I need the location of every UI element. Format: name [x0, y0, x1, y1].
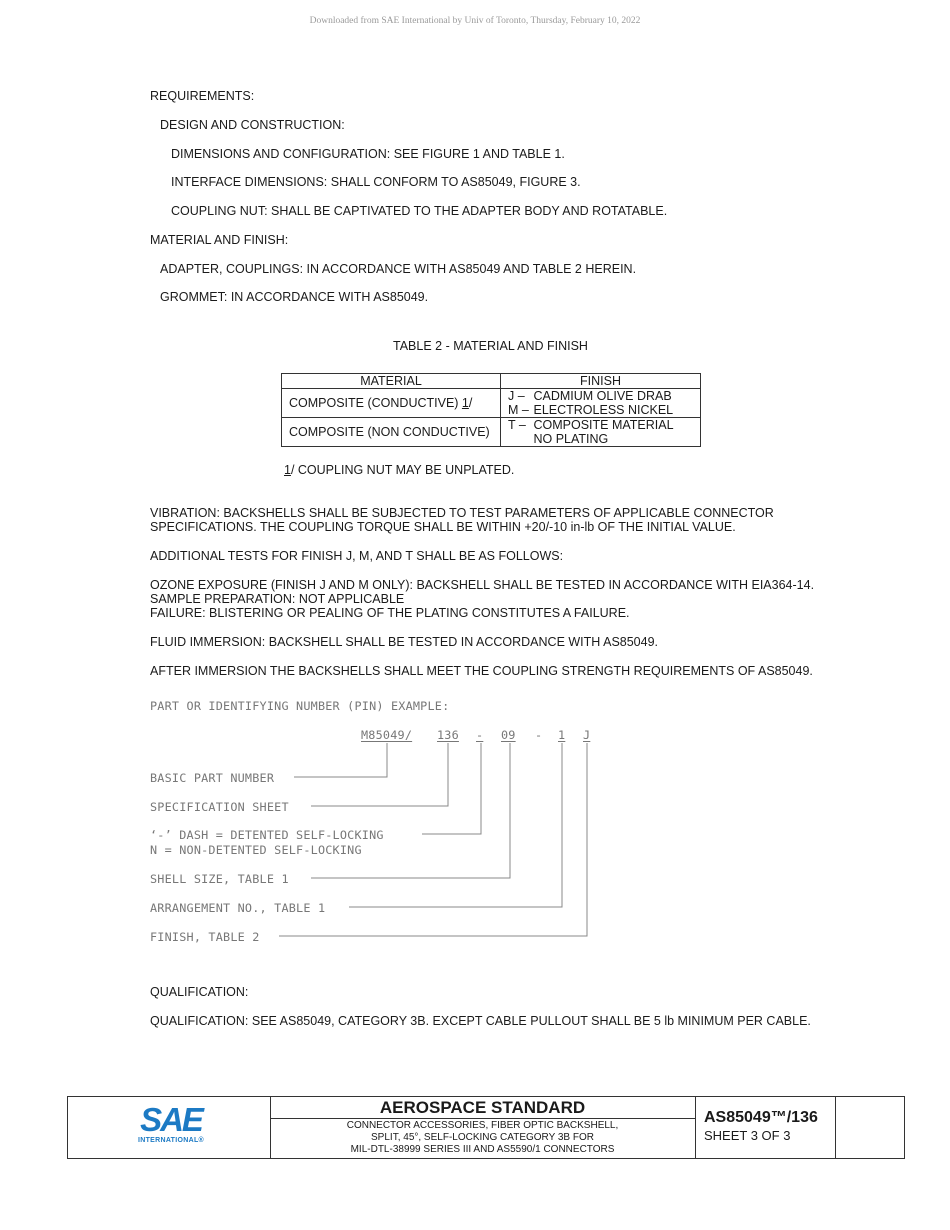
- pin-arrangement-segment: 1: [558, 728, 566, 742]
- standard-description: [270, 1119, 695, 1156]
- material-text: COMPOSITE (CONDUCTIVE): [289, 396, 462, 410]
- after-immersion: AFTER IMMERSION THE BACKSHELLS SHALL MEET THE COUPLING STRENGTH REQUIREMENTS OF AS85049.: [150, 664, 813, 678]
- label-dash-detented: ‘-’ DASH = DETENTED SELF-LOCKING: [150, 828, 384, 842]
- label-shell-size: SHELL SIZE, TABLE 1: [150, 872, 289, 886]
- qualification-text: QUALIFICATION: SEE AS85049, CATEGORY 3B. EXCEPT CABLE PULLOUT SHALL BE 5 lb MINIMUM PER CABLE.: [150, 1014, 811, 1028]
- qualification-heading: QUALIFICATION:: [150, 985, 249, 999]
- label-basic-part-number: BASIC PART NUMBER: [150, 771, 275, 785]
- pin-separator: -: [535, 728, 543, 742]
- sae-logo-reg: ®: [198, 1137, 204, 1144]
- design-heading: DESIGN AND CONSTRUCTION:: [160, 118, 345, 132]
- label-finish: FINISH, TABLE 2: [150, 930, 260, 944]
- ozone-line-2: SAMPLE PREPARATION: NOT APPLICABLE: [150, 592, 405, 606]
- finish-code: T –: [508, 418, 526, 432]
- note-ref: 1: [461, 396, 469, 410]
- leader-shell: [311, 743, 510, 878]
- table2-title: TABLE 2 - MATERIAL AND FINISH: [393, 339, 588, 353]
- header-finish: FINISH: [501, 374, 701, 389]
- material-heading: MATERIAL AND FINISH:: [150, 233, 289, 247]
- label-non-detented: N = NON-DETENTED SELF-LOCKING: [150, 843, 362, 857]
- finish-text: COMPOSITE MATERIAL: [533, 418, 674, 432]
- pin-finish-segment: J: [583, 728, 591, 742]
- coupling-nut-text: COUPLING NUT: SHALL BE CAPTIVATED TO THE ADAPTER BODY AND ROTATABLE.: [171, 204, 668, 218]
- adapter-text: ADAPTER, COUPLINGS: IN ACCORDANCE WITH AS85049 AND TABLE 2 HEREIN.: [160, 262, 637, 276]
- finish-code: M –: [508, 403, 529, 417]
- sae-logo-sub-text: INTERNATIONAL: [137, 1137, 199, 1144]
- download-watermark: Downloaded from SAE International by Univ of Toronto, Thursday, February 10, 2022: [309, 16, 641, 26]
- leader-dash: [422, 743, 481, 834]
- leader-basic: [294, 743, 387, 777]
- finish-text: CADMIUM OLIVE DRAB: [533, 389, 672, 403]
- fluid-immersion: FLUID IMMERSION: BACKSHELL SHALL BE TESTED IN ACCORDANCE WITH AS85049.: [150, 635, 659, 649]
- pin-heading: PART OR IDENTIFYING NUMBER (PIN) EXAMPLE:: [150, 699, 450, 713]
- description-line: CONNECTOR ACCESSORIES, FIBER OPTIC BACKSHELL,: [346, 1120, 619, 1131]
- footnote-text: / COUPLING NUT MAY BE UNPLATED.: [290, 463, 515, 477]
- standard-title: AEROSPACE STANDARD: [270, 1097, 695, 1119]
- logo-cell: [68, 1097, 271, 1158]
- title-block: [67, 1096, 905, 1159]
- document-number: AS85049™/136: [704, 1109, 818, 1126]
- leader-arrangement: [349, 743, 562, 907]
- interface-text: INTERFACE DIMENSIONS: SHALL CONFORM TO AS85049, FIGURE 3.: [171, 175, 581, 189]
- note-slash: /: [468, 396, 473, 410]
- vibration-line-2: SPECIFICATIONS. THE COUPLING TORQUE SHALL BE WITHIN +20/-10 in-lb OF THE INITIAL VALUE.: [150, 520, 736, 534]
- additional-tests: ADDITIONAL TESTS FOR FINISH J, M, AND T SHALL BE AS FOLLOWS:: [150, 549, 564, 563]
- requirements-heading: REQUIREMENTS:: [150, 89, 255, 103]
- grommet-text: GROMMET: IN ACCORDANCE WITH AS85049.: [160, 290, 429, 304]
- ozone-line-3: FAILURE: BLISTERING OR PEALING OF THE PLATING CONSTITUTES A FAILURE.: [150, 606, 630, 620]
- material-cell: COMPOSITE (NON CONDUCTIVE): [282, 418, 501, 447]
- finish-code: J –: [508, 389, 525, 403]
- finish-text: ELECTROLESS NICKEL: [533, 403, 674, 417]
- pin-spec-segment: 136: [437, 728, 459, 742]
- label-specification-sheet: SPECIFICATION SHEET: [150, 800, 289, 814]
- pin-dash-segment: -: [476, 728, 484, 742]
- ozone-line-1: OZONE EXPOSURE (FINISH J AND M ONLY): BACKSHELL SHALL BE TESTED IN ACCORDANCE WITH EIA364-14.: [150, 578, 815, 592]
- finish-text: NO PLATING: [533, 432, 609, 446]
- pin-shell-segment: 09: [501, 728, 516, 742]
- sae-logo: [136, 1103, 206, 1144]
- pin-basic-segment: M85049/: [361, 728, 413, 742]
- sheet-number: SHEET 3 OF 3: [704, 1128, 791, 1143]
- description-line: SPLIT, 45°, SELF-LOCKING CATEGORY 3B FOR: [371, 1132, 594, 1143]
- header-material: MATERIAL: [282, 374, 501, 389]
- dimensions-text: DIMENSIONS AND CONFIGURATION: SEE FIGURE 1 AND TABLE 1.: [171, 147, 565, 161]
- description-cell: [270, 1097, 696, 1158]
- document-number-cell: [695, 1097, 836, 1158]
- footnote-ref: 1: [284, 463, 291, 477]
- sae-logo-text: SAE: [140, 1101, 202, 1138]
- vibration-line-1: VIBRATION: BACKSHELLS SHALL BE SUBJECTED TO TEST PARAMETERS OF APPLICABLE CONNECTOR: [150, 506, 774, 520]
- label-arrangement: ARRANGEMENT NO., TABLE 1: [150, 901, 326, 915]
- description-line: MIL-DTL-38999 SERIES III AND AS5590/1 CONNECTORS: [350, 1144, 615, 1155]
- sae-logo-sub: [136, 1137, 206, 1144]
- leader-spec: [311, 743, 448, 806]
